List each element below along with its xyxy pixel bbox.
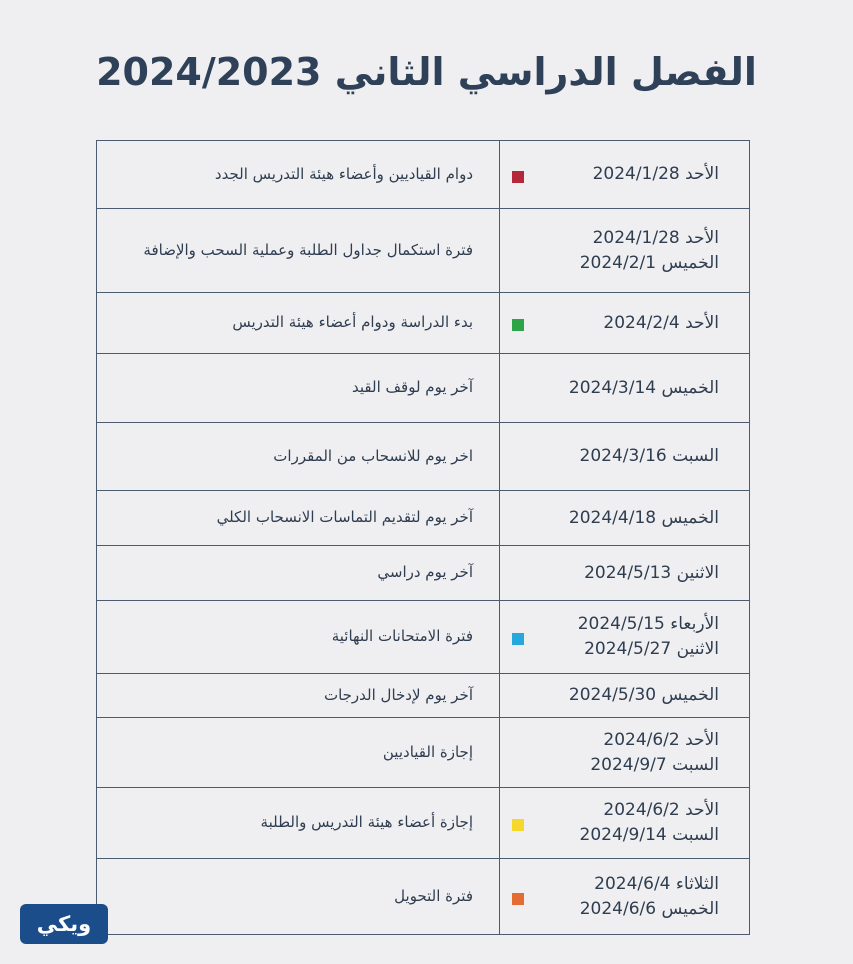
table-row xyxy=(97,209,750,293)
event-text: دوام القياديين وأعضاء هيئة التدريس الجدد xyxy=(97,141,500,209)
date-cell xyxy=(500,141,750,209)
table-row xyxy=(97,601,750,674)
date-cell xyxy=(500,423,750,491)
date-text: الأحد 2024/2/4 xyxy=(603,312,719,333)
date-text: الاثنين 2024/5/13 xyxy=(584,562,719,583)
event-text: إجازة أعضاء هيئة التدريس والطلبة xyxy=(97,788,500,859)
table-row xyxy=(97,423,750,491)
date-cell xyxy=(500,293,750,354)
date-text: السبت 2024/9/7 xyxy=(590,754,719,775)
table-row xyxy=(97,546,750,601)
date-text: السبت 2024/3/16 xyxy=(579,446,719,467)
event-text: بدء الدراسة ودوام أعضاء هيئة التدريس xyxy=(97,293,500,354)
date-text: السبت 2024/9/14 xyxy=(579,825,719,845)
date-text: الأحد 2024/1/28 xyxy=(592,164,719,185)
date-cell xyxy=(500,674,750,718)
event-text: آخر يوم لإدخال الدرجات xyxy=(97,674,500,718)
table-row xyxy=(97,788,750,859)
event-text: فترة التحويل xyxy=(97,859,500,935)
date-text: الأحد 2024/6/2 xyxy=(603,800,719,821)
page-title: الفصل الدراسي الثاني 2024/2023 xyxy=(96,50,757,94)
orange-square-marker xyxy=(512,893,524,905)
date-text: الخميس 2024/4/18 xyxy=(568,507,719,528)
table-row xyxy=(97,859,750,935)
table-row xyxy=(97,718,750,788)
table-row xyxy=(97,293,750,354)
date-cell xyxy=(500,354,750,423)
date-text: الثلاثاء 2024/6/4 xyxy=(594,873,719,894)
date-cell xyxy=(500,546,750,601)
table-row xyxy=(97,674,750,718)
blue-square-marker xyxy=(512,633,524,645)
event-text: آخر يوم دراسي xyxy=(97,546,500,601)
date-cell xyxy=(500,601,750,674)
date-cell xyxy=(500,859,750,935)
date-text: الأربعاء 2024/5/15 xyxy=(577,614,719,635)
schedule-table xyxy=(96,140,750,935)
event-text: إجازة القياديين xyxy=(97,718,500,788)
date-text: الأحد 2024/1/28 xyxy=(592,227,719,248)
date-cell xyxy=(500,718,750,788)
site-logo: ويكي xyxy=(20,904,108,944)
date-cell xyxy=(500,209,750,293)
event-text: اخر يوم للانسحاب من المقررات xyxy=(97,423,500,491)
date-text: الخميس 2024/3/14 xyxy=(568,377,719,398)
date-cell xyxy=(500,788,750,859)
table-row xyxy=(97,491,750,546)
date-text: الخميس 2024/5/30 xyxy=(568,685,719,706)
table-row xyxy=(97,354,750,423)
date-text: الخميس 2024/6/6 xyxy=(579,898,719,919)
date-text: الاثنين 2024/5/27 xyxy=(584,639,719,659)
date-text: الأحد 2024/6/2 xyxy=(603,729,719,750)
table-row xyxy=(97,141,750,209)
event-text: فترة استكمال جداول الطلبة وعملية السحب والإضافة xyxy=(97,209,500,293)
event-text: آخر يوم لوقف القيد xyxy=(97,354,500,423)
red-square-marker xyxy=(512,171,524,183)
green-square-marker xyxy=(512,319,524,331)
event-text: آخر يوم لتقديم التماسات الانسحاب الكلي xyxy=(97,491,500,546)
date-text: الخميس 2024/2/1 xyxy=(579,252,719,273)
date-cell xyxy=(500,491,750,546)
event-text: فترة الامتحانات النهائية xyxy=(97,601,500,674)
yellow-square-marker xyxy=(512,819,524,831)
